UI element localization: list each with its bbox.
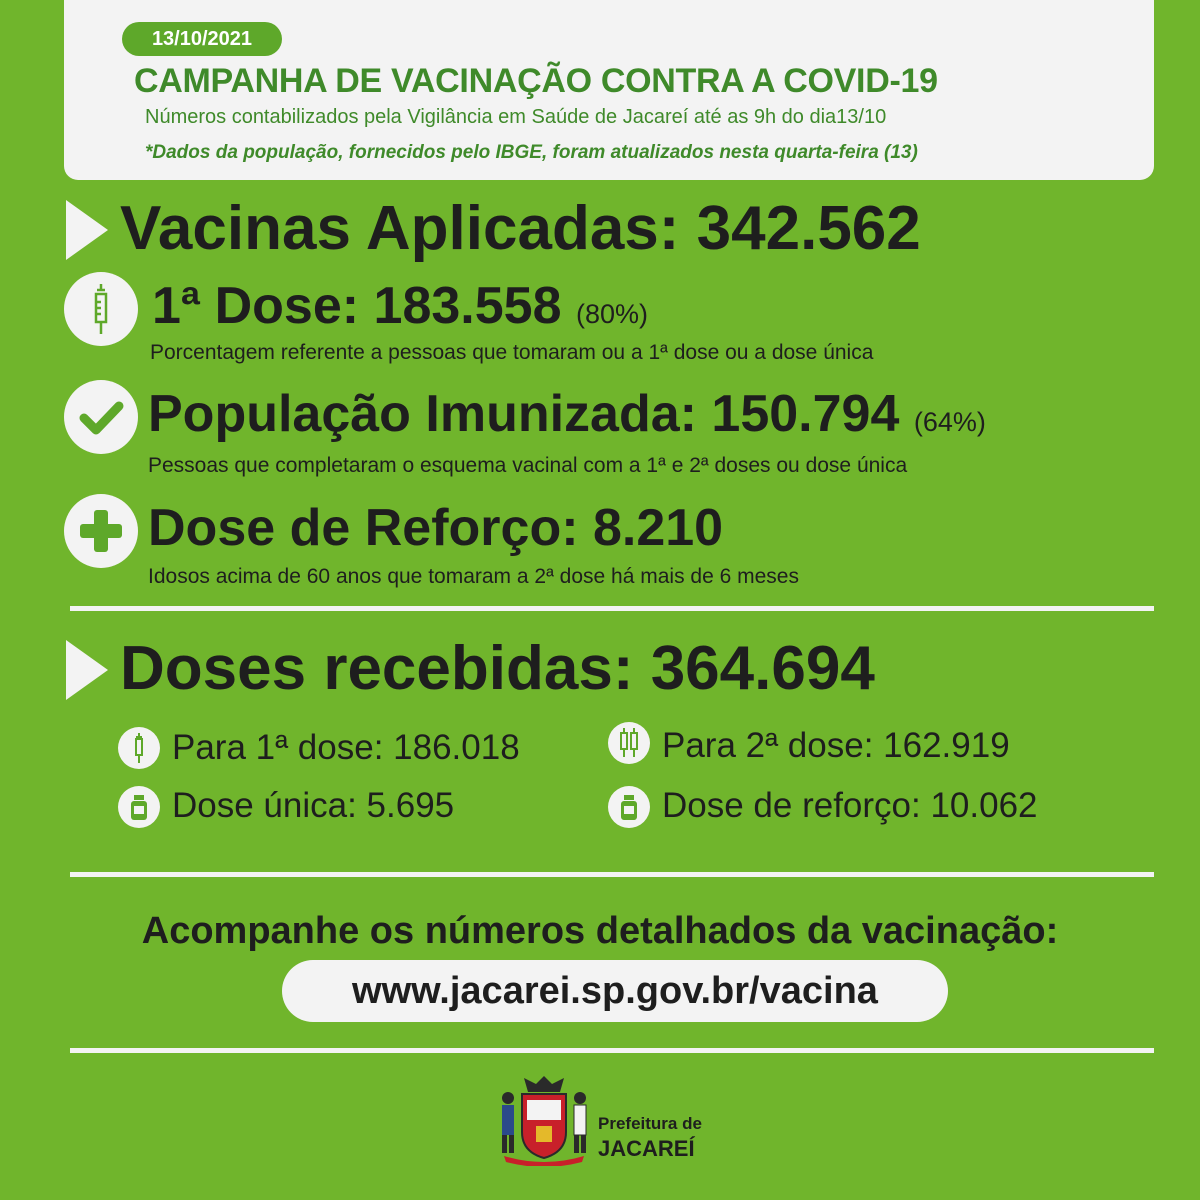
city-coat-of-arms-logo: [494, 1072, 594, 1171]
vaccine-url-link[interactable]: www.jacarei.sp.gov.br/vacina: [282, 960, 948, 1022]
logo-text-prefeitura: Prefeitura de: [598, 1114, 702, 1133]
received-first-dose: Para 1ª dose: 186.018: [172, 728, 520, 767]
applied-total: Vacinas Aplicadas: 342.562: [120, 194, 921, 263]
received-booster-dose: Dose de reforço: 10.062: [662, 786, 1038, 825]
booster-desc: Idosos acima de 60 anos que tomaram a 2ª dose há mais de 6 meses: [148, 565, 799, 588]
arrow-icon: [66, 200, 108, 260]
first-dose-pct: (80%): [575, 299, 648, 329]
vial-icon: [608, 786, 650, 828]
immunized-pct: (64%): [913, 407, 986, 437]
follow-heading: Acompanhe os números detalhados da vacinação:: [141, 910, 1059, 952]
plus-icon: [64, 494, 138, 568]
syringe-icon: [118, 727, 160, 769]
campaign-note: *Dados da população, fornecidos pelo IBGE, foram atualizados nesta quarta-feira (13): [145, 142, 918, 163]
immunized-total: [148, 384, 986, 444]
booster-total: Dose de Reforço: 8.210: [148, 499, 724, 557]
divider: [70, 872, 1154, 877]
divider: [70, 1048, 1154, 1053]
divider: [70, 606, 1154, 611]
campaign-subtitle: Números contabilizados pela Vigilância em Saúde de Jacareí até as 9h do dia13/10: [145, 106, 887, 128]
campaign-title: CAMPANHA DE VACINAÇÃO CONTRA A COVID-19: [134, 62, 938, 100]
immunized-desc: Pessoas que completaram o esquema vacinal com a 1ª e 2ª doses ou dose única: [148, 454, 908, 477]
two-syringes-icon: [608, 722, 650, 764]
date-badge: 13/10/2021: [122, 22, 282, 56]
vial-icon: [118, 786, 160, 828]
immunized-label: População Imunizada: 150.794: [148, 385, 900, 443]
received-second-dose: Para 2ª dose: 162.919: [662, 726, 1010, 765]
received-single-dose: Dose única: 5.695: [172, 786, 455, 825]
first-dose-total: [152, 276, 648, 336]
syringe-icon: [64, 272, 138, 346]
checkmark-icon: [64, 380, 138, 454]
logo-text-jacarei: JACAREÍ: [598, 1136, 695, 1161]
received-total: Doses recebidas: 364.694: [120, 634, 875, 703]
arrow-icon: [66, 640, 108, 700]
first-dose-label: 1ª Dose: 183.558: [152, 277, 562, 335]
first-dose-desc: Porcentagem referente a pessoas que tomaram ou a 1ª dose ou a dose única: [150, 341, 874, 364]
